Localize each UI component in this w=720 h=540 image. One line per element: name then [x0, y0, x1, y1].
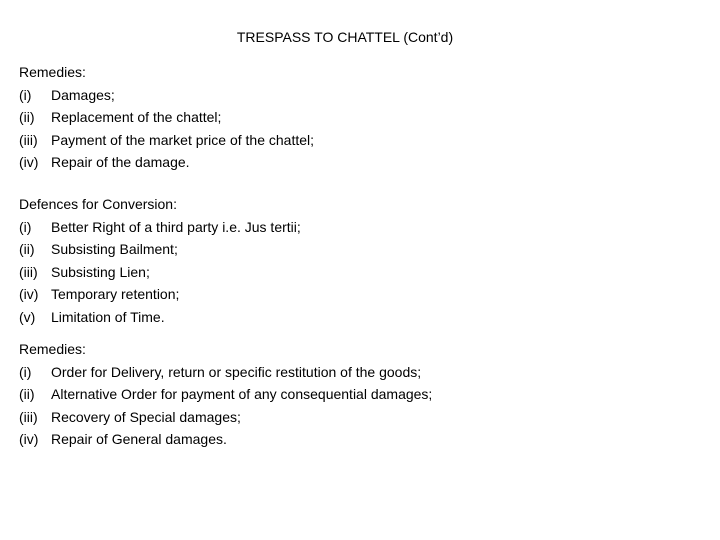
item-number: (i)	[19, 363, 32, 380]
item-text: Replacement of the chattel;	[51, 109, 222, 126]
item-number: (v)	[19, 308, 36, 325]
item-number: (ii)	[19, 241, 35, 258]
item-number: (iii)	[19, 408, 38, 425]
list-item	[19, 106, 709, 129]
list-item	[19, 261, 709, 284]
list-item	[19, 361, 709, 384]
item-text: Alternative Order for payment of any consequential damages;	[51, 386, 433, 403]
page-title: TRESPASS TO CHATTEL (Cont’d)	[236, 29, 454, 45]
section-heading: Remedies:	[19, 341, 86, 357]
item-text: Limitation of Time.	[51, 308, 165, 325]
section-heading: Remedies:	[19, 64, 86, 80]
list-item	[19, 306, 709, 329]
item-number: (iv)	[19, 154, 39, 171]
item-text: Recovery of Special damages;	[51, 408, 241, 425]
list-item	[19, 406, 709, 429]
item-text: Subsisting Bailment;	[51, 241, 178, 258]
item-number: (i)	[19, 86, 32, 103]
list-item	[19, 216, 709, 239]
item-text: Payment of the market price of the chattel;	[51, 131, 315, 148]
list-item	[19, 238, 709, 261]
item-number: (i)	[19, 218, 32, 235]
list-item	[19, 151, 709, 174]
item-text: Damages;	[51, 86, 115, 103]
item-text: Better Right of a third party i.e. Jus tertii;	[51, 218, 301, 235]
list-item	[19, 383, 709, 406]
section-remedies-conversion	[19, 338, 709, 451]
list-item	[19, 129, 709, 152]
item-number: (iv)	[19, 431, 39, 448]
item-text: Temporary retention;	[51, 286, 180, 303]
list-item	[19, 283, 709, 306]
section-remedies-trespass	[19, 61, 709, 174]
item-number: (ii)	[19, 109, 35, 126]
item-text: Repair of the damage.	[51, 154, 190, 171]
section-heading: Defences for Conversion:	[19, 196, 177, 212]
item-number: (ii)	[19, 386, 35, 403]
list-item	[19, 84, 709, 107]
list-item	[19, 428, 709, 451]
item-number: (iii)	[19, 131, 38, 148]
section-defences-conversion	[19, 193, 709, 329]
item-number: (iv)	[19, 286, 39, 303]
item-number: (iii)	[19, 263, 38, 280]
item-text: Order for Delivery, return or specific restitution of the goods;	[51, 363, 422, 380]
item-text: Repair of General damages.	[51, 431, 227, 448]
item-text: Subsisting Lien;	[51, 263, 150, 280]
